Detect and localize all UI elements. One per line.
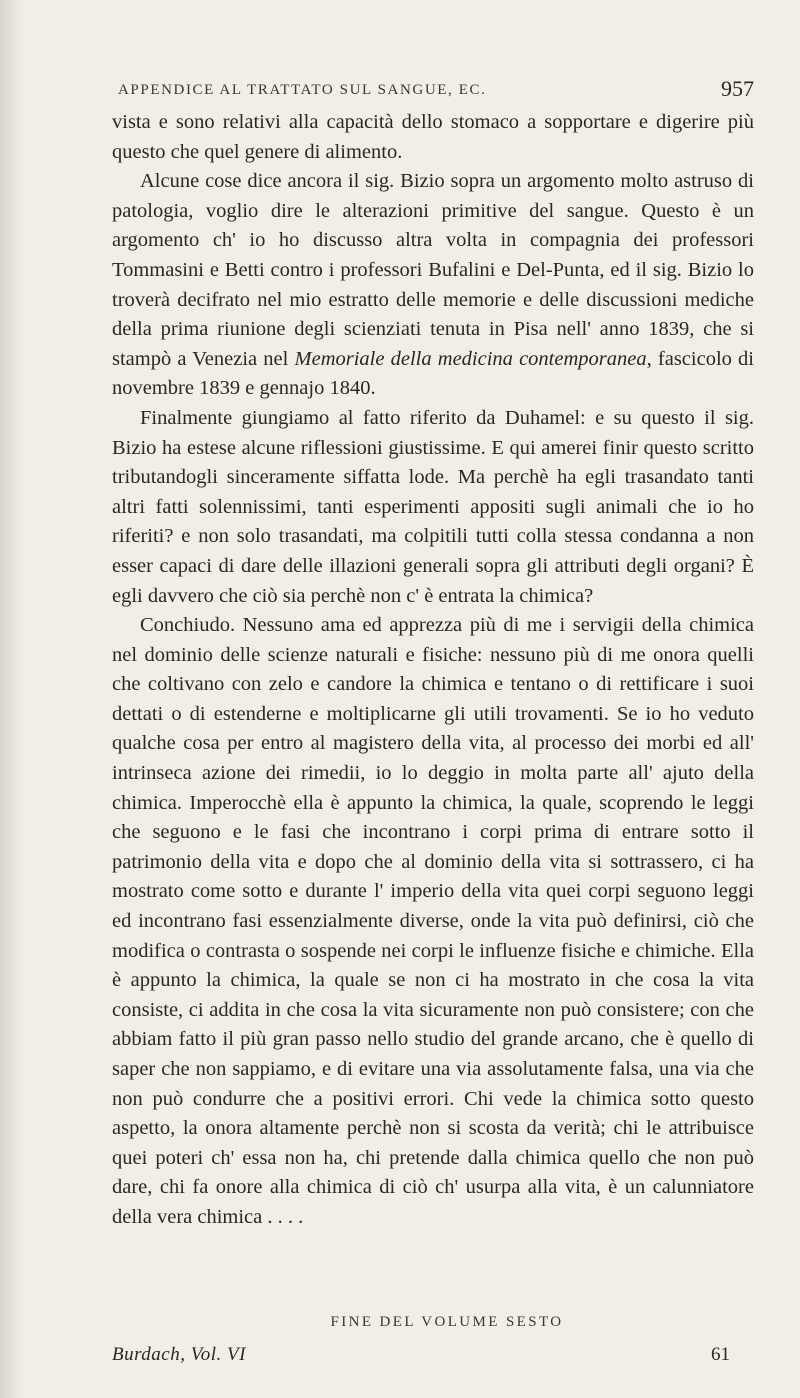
paragraph-1: vista e sono relativi alla capacità dello stomaco a sopportare e digerire più questo che quel genere di alimento. <box>112 111 754 163</box>
signature-mark: Burdach, Vol. VI <box>112 1344 246 1365</box>
running-head <box>118 76 754 106</box>
paragraph-2 <box>112 167 754 404</box>
paragraph-4: Conchiudo. Nessuno ama ed apprezza più di me i servigii della chimica nel dominio delle scienze naturali e fisiche: nessuno più di me onora quelli che coltivano con zelo e candore la chimica e tentano o di rettificare i suoi dettati o di estenderne e moltiplicarne gli utili trovamenti. Se io ho veduto qualche cosa per entro al magistero della vita, al processo dei morbi ed all' intrinseca azione dei rimedii, io lo deggio in molta parte all' ajuto della chimica. Imperocchè ella è appunto la chimica, la quale, scoprendo le leggi che seguono e le fasi che incontrano i corpi prima di entrare sotto il patrimonio della vita e dopo che al dominio della vita si sottrassero, ci ha mostrato come sotto e durante l' imperio della vita quei corpi seguono leggi ed incontrano fasi essenzialmente diverse, onde la vita può definirsi, ciò che modifica o contrasta o sospende nei corpi le influenze fisiche e chimiche. Ella è appunto la chimica, la quale se non ci ha mostrato in che cosa la vita consiste, ci addita in che cosa la vita sicuramente non può consistere; con che abbiam fatto il più gran passo nello studio del grande arcano, che è quello di saper che non sappiamo, e di evitare una via assolutamente falsa, una via che non può condurre che a positivi errori. Chi vede la chimica sotto questo aspetto, la onora altamente perchè non si scosta da verità; chi le attribuisce quei poteri ch' essa non ha, chi pretende dalla chimica quello che non può dare, chi fa onore alla chimica di ciò ch' usurpa alla vita, è un calunniatore della vera chimica . . . . <box>112 614 754 1228</box>
running-title: APPENDICE AL TRATTATO SUL SANGUE, EC. <box>118 82 487 98</box>
page-number: 957 <box>721 76 754 101</box>
paragraph-2-tail: , fascicolo di novembre 1839 e gennajo 1840. <box>112 347 754 400</box>
colophon: FINE DEL VOLUME SESTO <box>330 1314 564 1330</box>
paragraph-2-text: Alcune cose dice ancora il sig. Bizio sopra un argomento molto astruso di patologia, voglio dire le alterazioni primitive del sangue. Questo è un argomento ch' io ho discusso altra volta in compagnia dei professori Tommasini e Betti contro i professori Bufalini e Del-Punta, ed il sig. Bizio lo troverà decifrato nel mio estratto delle memorie e delle discussioni mediche della prima riunione degli scienziati tenuta in Pisa nell' anno 1839, che si stampò a Venezia nel <box>112 170 754 370</box>
sheet-number: 61 <box>711 1344 730 1365</box>
page-gutter-shadow <box>0 0 24 1398</box>
paragraph-3: Finalmente giungiamo al fatto riferito da Duhamel: e su questo il sig. Bizio ha estese alcune riflessioni giustissime. E qui amerei finir questo scritto tributandogli sinceramente siffatta lode. Ma perchè ha egli trasandato tanti altri fatti solennissimi, tanti esperimenti appositi sugli animali che io ho riferiti? e non solo trasandati, ma colpitili tutti colla stessa condanna a non esser capaci di dare delle illazioni generali sopra gli attributi degli organi? È egli davvero che ciò sia perchè non c' è entrata la chimica? <box>112 406 754 607</box>
page-footer <box>112 1344 754 1372</box>
body-text <box>112 108 754 1233</box>
journal-title: Memoriale della medicina contemporanea <box>294 347 647 370</box>
